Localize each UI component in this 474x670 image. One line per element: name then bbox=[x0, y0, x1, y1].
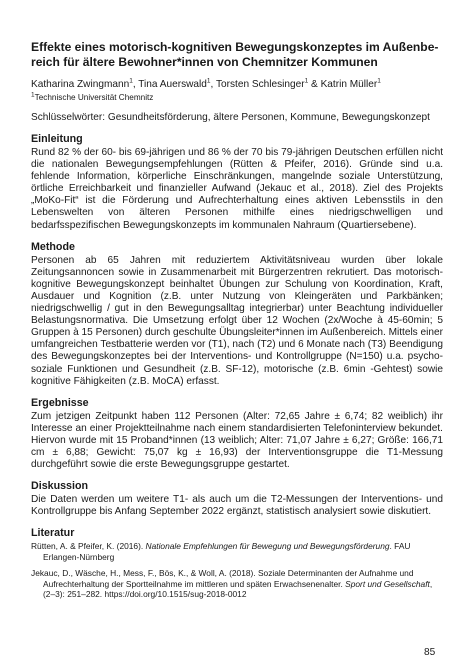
section-heading-diskussion: Diskussion bbox=[31, 480, 89, 493]
reference-text: Jekauc, D., Wäsche, H., Mess, F., Bös, K., & Woll, A. (2018). Soziale Determinanten der Aufnahme und Aufrechterhaltung der Sportteilnahme im mittleren und späten Erwachsenenalter. bbox=[31, 568, 414, 589]
reference-title: Nationale Empfehlungen für Bewegung und Bewegungsförderung bbox=[145, 541, 390, 552]
section-text-ergebnisse: Zum jetzigen Zeitpunkt haben 112 Personen (Alter: 72,65 Jahre ± 6,74; 82 weiblich) ihr Interesse an einer Projektteilnahme nach einem standardisierten Telefoninterview bekundet. Hiervon wurde mit 15 Proband*innen (13 weiblich; Alter: 71,07 Jahre ± 6,27; Größe: 166,71 cm ± 6,88; Gewicht: 75,07 kg ± 16,93) der Interventionsgruppe die T1-Messung durchgeführt sowie die erste Bewegungsgruppe gestartet. bbox=[31, 410, 443, 471]
page-number: 85 bbox=[424, 647, 436, 658]
reference-item bbox=[31, 541, 443, 562]
author-separator: & bbox=[308, 79, 321, 90]
reference-item bbox=[31, 568, 443, 599]
title-line-1: Effekte eines motorisch-kognitiven Bewegungskonzeptes im Außenbe- bbox=[31, 40, 439, 54]
section-text-methode: Personen ab 65 Jahren mit reduziertem Aktivitätsniveau wurden über lokale Zeitungsannoncen sowie in Zusammenarbeit mit Bürgerzentren rekrutiert. Das motorisch-kognitive Bewegungskonzept beinhaltet Übungen zur Schulung von Koordination, Kraft, Ausdauer und Kognition (z.B. unter Nutzung von Kleingeräten und Parkbänken; niedrigschwellig / gut in den Bewegungsalltag integrierbar) unter Beachtung individueller Belastungsnormativa. Die Umsetzung erfolgt über 12 Wochen (2x/Woche à 45-60min; 5 Gruppen à 15 Personen) durch geschulte Übungsleiter*innen im Außenbereich. Mittels einer umfangreichen Testbatterie werden vor (T1), nach (T2) und 6 Monate nach (T3) Beendigung des Bewegungskonzeptes bei der Interventions- und Kontrollgruppe (N=150) u.a. psycho-soziale Funktionen und Gesundheit (z.B. SF-12), motorische (z.B. 6min -Gehtest) sowie kognitive Fähigkeiten (z.B. MoCA) erfasst. bbox=[31, 254, 443, 387]
author-separator: , bbox=[210, 79, 216, 90]
section-heading-literatur: Literatur bbox=[31, 527, 75, 540]
paper-page bbox=[31, 40, 443, 605]
paper-title bbox=[31, 40, 443, 70]
reference-text: , (2–3): 251–282. https://doi.org/10.1515/sug-2018-0012 bbox=[43, 578, 433, 599]
author-separator: , bbox=[132, 79, 139, 90]
author: Tina Auerswald bbox=[138, 79, 207, 90]
author-affil-marker: 1 bbox=[206, 77, 211, 85]
section-heading-ergebnisse: Ergebnisse bbox=[31, 396, 89, 409]
author-list bbox=[31, 79, 443, 91]
affiliation bbox=[31, 92, 443, 103]
author: Torsten Schlesinger bbox=[215, 79, 305, 90]
author-affil-marker: 1 bbox=[304, 77, 309, 85]
section-text-diskussion: Die Daten werden um weitere T1- als auch um die T2-Messungen der Interventions- und Kontrollgruppe bis Anfang September 2022 ergänzt, statistisch analysiert sowie diskutiert. bbox=[31, 494, 443, 518]
title-line-2: reich für ältere Bewohner*innen von Chemnitzer Kommunen bbox=[31, 55, 378, 69]
affiliation-marker: 1 bbox=[31, 91, 35, 99]
author: Katrin Müller bbox=[320, 79, 378, 90]
keywords: Schlüsselwörter: Gesundheitsförderung, ältere Personen, Kommune, Bewegungskonzept bbox=[31, 112, 430, 123]
reference-journal: Sport und Gesellschaft bbox=[345, 578, 430, 589]
author-affil-marker: 1 bbox=[377, 77, 381, 85]
section-heading-einleitung: Einleitung bbox=[31, 133, 83, 145]
section-text-einleitung: Rund 82 % der 60- bis 69-jährigen und 86 % der 70 bis 79-jährigen Deutschen erfüllen nicht die nationalen Bewegungsempfehlungen (Rütten & Pfeifer, 2016). Gründe sind u.a. fehlende Information, körperliche Einschränkungen, mangelnde soziale Unterstützung, örtliche Erreichbarkeit und finanzieller Aufwand (Jekauc et al., 2018). Ziel des Projekts „MoKo-Fit“ ist die Förderung und Aufrechterhaltung eines aktiven Lebensstils in den Lebenswelten von älteren Personen mithilfe eines niedrigschwelligen und bedarfsspezifischen Bewegungskonzepts im kommunalen Nahraum (Quartiersebene). bbox=[31, 147, 443, 231]
reference-text: . FAU Erlangen-Nürnberg bbox=[43, 541, 411, 562]
section-heading-methode: Methode bbox=[31, 240, 75, 253]
affiliation-text: Technische Universität Chemnitz bbox=[34, 93, 154, 102]
author: Katharina Zwingmann bbox=[31, 79, 130, 90]
author-affil-marker: 1 bbox=[129, 77, 133, 85]
reference-text: Rütten, A. & Pfeifer, K. (2016). bbox=[31, 541, 146, 552]
